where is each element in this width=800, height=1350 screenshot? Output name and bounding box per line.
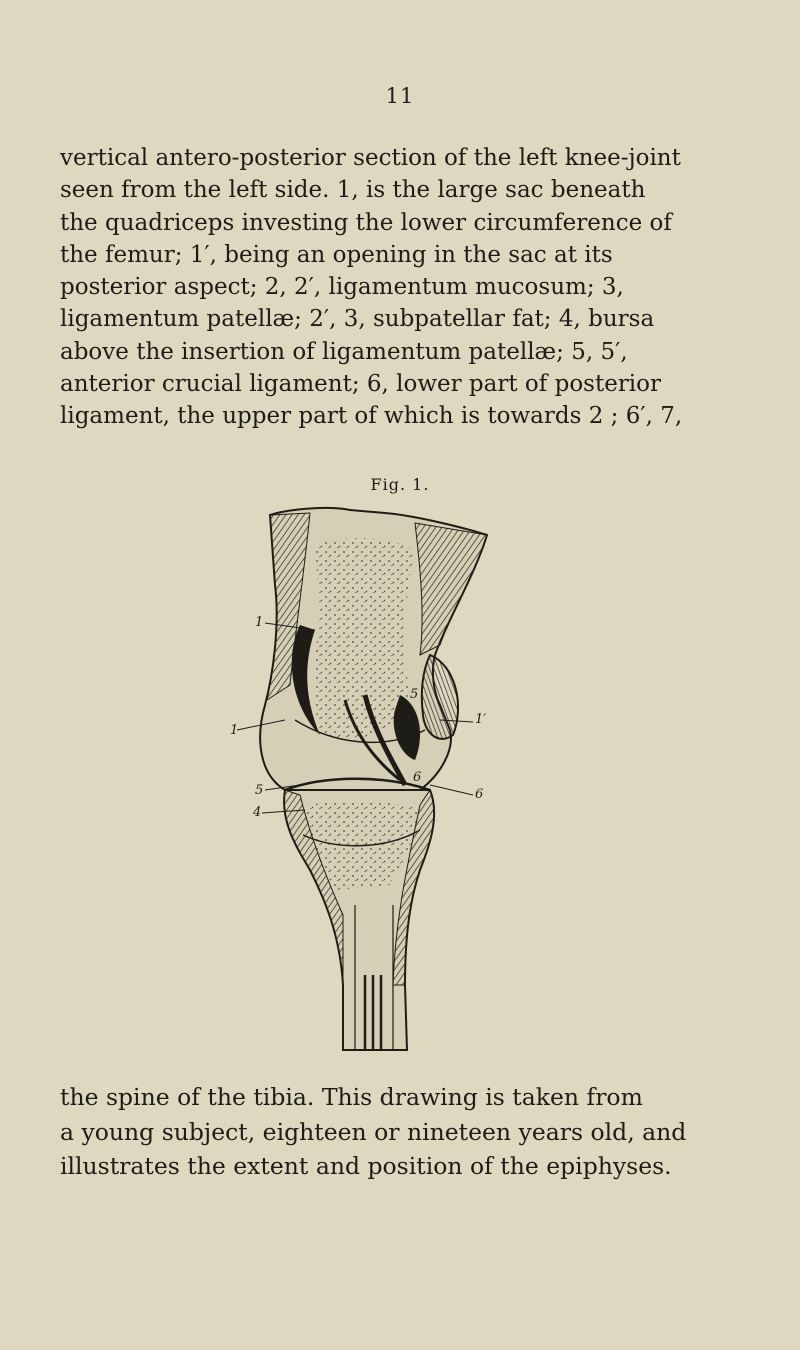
text-line: illustrates the extent and position of the epiphyses. [60, 1152, 672, 1180]
text-line: above the insertion of ligamentum patellæ; 5, 5′, [60, 338, 628, 365]
text-line: ligament, the upper part of which is towards 2 ; 6′, 7, [60, 403, 683, 430]
page-number: 11 [385, 84, 415, 108]
paragraph-bottom [60, 1080, 750, 1184]
figure-label: 6 [475, 787, 484, 802]
figure-caption: Fig. 1. [370, 475, 430, 494]
figure-label: 1 [230, 723, 239, 738]
text-line: a young subject, eighteen or nineteen years old, and [60, 1117, 687, 1146]
paragraph-top [60, 142, 750, 433]
knee-section-drawing [225, 505, 505, 1060]
figure-label: 4 [253, 805, 262, 820]
figure-label: 5 [410, 687, 419, 702]
knee-section-figure [225, 505, 505, 1060]
text-line: the quadriceps investing the lower circumference of [60, 209, 672, 236]
text-line: ligamentum patellæ; 2′, 3, subpatellar fat; 4, bursa [60, 306, 655, 333]
figure-label: 1 [255, 615, 264, 630]
text-line: the femur; 1′, being an opening in the sac at its [60, 241, 613, 268]
figure-label: 6 [413, 770, 422, 785]
text-line: seen from the left side. 1, is the large sac beneath [60, 177, 646, 204]
text-line: anterior crucial ligament; 6, lower part of posterior [60, 371, 662, 398]
figure-label: 1′ [475, 712, 487, 727]
text-line: the spine of the tibia. This drawing is taken from [60, 1083, 643, 1111]
text-line: posterior aspect; 2, 2′, ligamentum mucosum; 3, [60, 274, 624, 301]
figure-label: 5 [255, 783, 264, 798]
text-line: vertical antero-posterior section of the left knee-joint [60, 145, 681, 171]
